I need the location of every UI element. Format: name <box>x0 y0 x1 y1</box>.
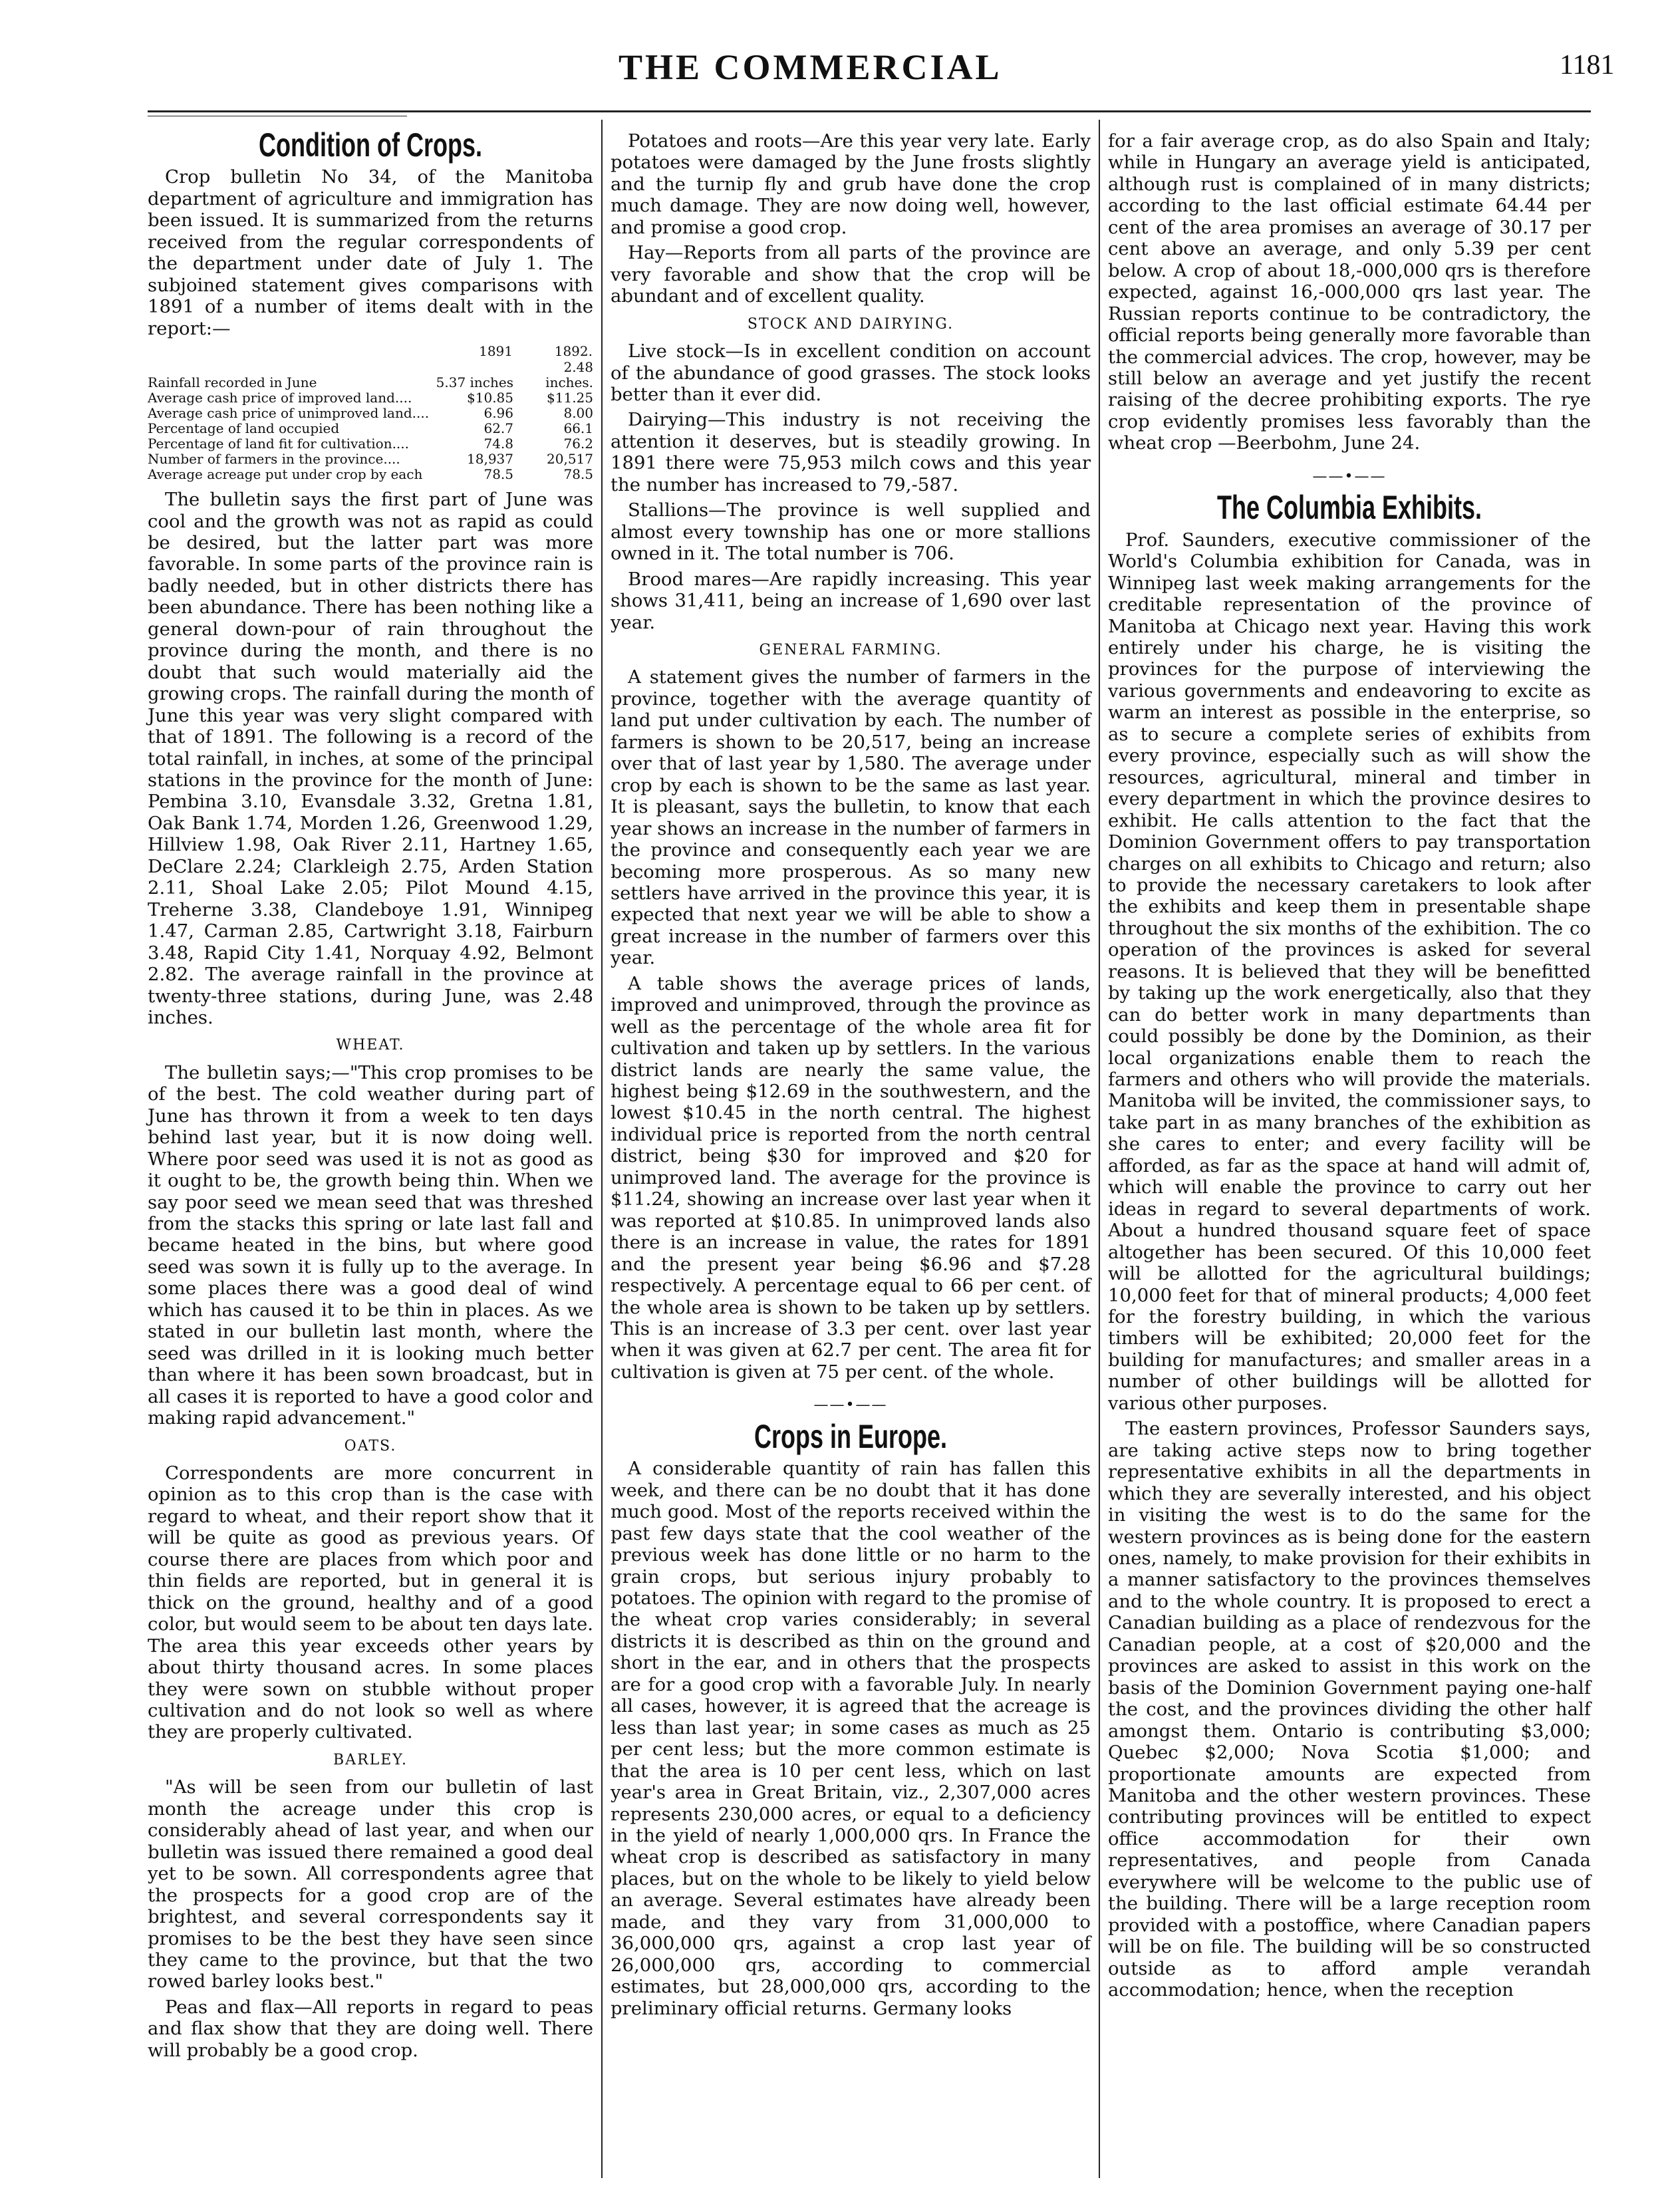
row-label: Percentage of land occupied <box>148 420 340 437</box>
column-1 <box>148 126 593 2065</box>
row-value-1892: 76.2 <box>563 436 593 452</box>
hay-paragraph: Hay—Reports from all parts of the province are very favorable and show that the crop will be abundant and of excellent quality. <box>611 242 1091 307</box>
table-row <box>148 436 593 452</box>
page-number: 1181 <box>1560 50 1615 80</box>
subhead-barley: BARLEY. <box>333 1751 408 1768</box>
live-stock-paragraph: Live stock—Is in excellent condition on account of the abundance of good grasses. The stock looks better than it ever did. <box>611 341 1091 405</box>
table-row <box>148 390 593 406</box>
table-row <box>148 406 593 421</box>
section-divider: ——•—— <box>813 1397 888 1414</box>
brood-mares-paragraph: Brood mares—Are rapidly increasing. This year shows 31,411, being an increase of 1,690 over last year. <box>611 568 1091 633</box>
stats-table <box>148 343 593 482</box>
wheat-paragraph: The bulletin says;—"This crop promises to be of the best. The cold weather during part of June has thrown it from a week to ten days behind last year, but it is now doing well. Where poor seed was used it is not as good as it ought to be, the growth being thin. When we say poor seed we mean seed that was threshed from the stacks this spring or late last fall and became heated in the bins, but where good seed was sown it is fully up to the average. In some places there was a good deal of wind which has caused it to be thin in places. As we stated in our bulletin last month, where the seed was drilled in it is looking much better than where it has been sown broadcast, but in all cases it is reported to have a good color and making rapid advancement." <box>148 1061 593 1429</box>
table-row <box>148 421 593 436</box>
headline-crops-in-europe: Crops in Europe. <box>754 1417 948 1455</box>
row-label: Average cash price of unimproved land.... <box>148 405 430 422</box>
barley-paragraph: "As will be seen from our bulletin of last month the acreage under this crop is considerably ahead of last year, and when our bulletin was issued there remained a good deal yet to be sown. All correspondents agree that the prospects for a good crop are of the brightest, and several correspondents say it promises to be the best they have seen since they came to the province, but that the two rowed barley looks best." <box>148 1776 593 1993</box>
columbia-paragraph-1: Prof. Saunders, executive commissioner of the World's Columbia exhibition for Canada, was in Winnipeg last week making arrangements for the creditable representation of the province of Manitoba at Chicago next year. Having this work entirely under his charge, he is visiting the provinces for the purpose of interviewing the various governments and endeavoring to excite as warm an interest as possible in the enterprise, so as to secure a complete series of exhibits from every province, especially such as will show the resources, agricultural, mineral and timber in every department in which the province desires to exhibit. He calls attention to the fact that the Dominion Government offers to pay transportation charges on all exhibits to Chicago and return; also to provide the necessary caretakers to look after the exhibits and keep them in presentable shape throughout the six months of the exhibition. The co operation of the provinces is asked for several reasons. It is believed that they will be benefitted by taking up the work energetically, also that they can do better work in many departments than could possibly be done by the Dominion, as their local organizations enable them to reach the farmers and others who will provide the materials. Manitoba will be invited, the commissioner says, to take part in as many branches of the exhibition as she cares to enter; and every facility will be afforded, as far as the space at hand will admit of, which will enable the province to carry out her ideas in regard to several departments of work. About a hundred thousand square feet of space altogether has been secured. Of this 10,000 feet will be allotted for the agricultural buildings; 10,000 feet for that of mineral products; 4,000 feet for the forestry building, in which the various timbers will be exhibited; 20,000 feet for the building for manufactures; and smaller areas in a number of other buildings will be allotted for various other purposes. <box>1108 529 1591 1414</box>
table-row <box>148 360 593 390</box>
row-label: Number of farmers in the province.... <box>148 451 400 468</box>
row-value-1892: 2.48 inches. <box>545 359 593 391</box>
intro-paragraph: Crop bulletin No 34, of the Manitoba department of agriculture and immigration has been issued. It is summarized from the returns received from the regular correspondents of the department under date of July 1. The subjoined statement gives comparisons with 1891 of a number of items dealt with in the report:— <box>148 166 593 339</box>
dairying-paragraph: Dairying—This industry is not receiving the attention it deserves, but is steadily growing. In 1891 there were 75,953 milch cows and this year the number has increased to 79,-587. <box>611 409 1091 495</box>
row-value-1891: 6.96 <box>483 405 513 422</box>
potatoes-paragraph: Potatoes and roots—Are this year very late. Early potatoes were damaged by the June frosts slightly and the turnip fly and grub have done the crop much damage. They are now doing well, however, and promise a good crop. <box>611 130 1091 238</box>
columbia-paragraph-2: The eastern provinces, Professor Saunders says, are taking active steps now to bring together representative exhibits in all the departments in which they are severally interested, and his object in visiting the west is to do the same for the western provinces as is being done for the eastern ones, namely, to make provision for their exhibits in a manner satisfactory to the provinces themselves and to the whole country. It is proposed to erect a Canadian building as a place of rendezvous for the Canadian people, at a cost of $20,000 and the provinces are asked to assist in this work on the basis of the Dominion Government paying one-half the cost, and the provinces dividing the other half amongst them. Ontario is contributing $3,000; Quebec $2,000; Nova Scotia $1,000; and proportionate amounts are expected from Manitoba and the other western provinces. These contributing provinces will be entitled to expect office accommodation for their own representatives, and people from Canada everywhere will be welcome to the public use of the building. There will be a large reception room provided with a postoffice, where Canadian papers will be on file. The building will be so constructed outside as to afford ample verandah accommodation; hence, when the reception <box>1108 1418 1591 2001</box>
stats-header-1892: 1892. <box>554 343 593 360</box>
column-3 <box>1108 130 1591 2005</box>
row-value-1891: 5.37 inches <box>436 374 513 391</box>
stats-header-1891: 1891 <box>479 343 513 360</box>
stallions-paragraph: Stallions—The province is well supplied and almost every township has one or more stallions owned in it. The total number is 706. <box>611 499 1091 565</box>
peas-paragraph: Peas and flax—All reports in regard to peas and flax show that they are doing well. There will probably be a good crop. <box>148 1996 593 2061</box>
headline-condition-of-crops: Condition of Crops. <box>259 126 482 164</box>
row-value-1892: 78.5 <box>563 466 593 483</box>
row-value-1891: 74.8 <box>483 436 513 452</box>
subhead-general-farming: GENERAL FARMING. <box>759 641 942 658</box>
column-2 <box>611 130 1091 2023</box>
row-value-1891: 18,937 <box>467 451 513 468</box>
row-value-1892: $11.25 <box>547 390 593 406</box>
row-label: Average cash price of improved land.... <box>148 390 412 406</box>
row-label: Rainfall recorded in June <box>148 374 317 391</box>
farming-paragraph-1: A statement gives the number of farmers in the province, together with the average quantity of land put under cultivation by each. The number of farmers is shown to be 20,517, being an increase over that of last year by 1,580. The average under crop by each is shown to be the same as last year. It is pleasant, says the bulletin, to know that each year shows an increase in the number of farmers in the province and consequently each year we are becoming more prosperous. As so many new settlers have arrived in the province this year, it is expected that next year we will be able to show a great increase in the number of farmers over this year. <box>611 666 1091 969</box>
subhead-stock: STOCK AND DAIRYING. <box>747 315 954 333</box>
row-value-1892: 66.1 <box>563 420 593 437</box>
section-divider: ——•—— <box>1312 468 1387 485</box>
row-value-1892: 8.00 <box>563 405 593 422</box>
column-rule-2 <box>1099 120 1100 2178</box>
row-value-1891: 78.5 <box>483 466 513 483</box>
subhead-oats: OATS. <box>344 1437 397 1454</box>
row-value-1891: 62.7 <box>483 420 513 437</box>
masthead-title: THE COMMERCIAL <box>619 47 1002 87</box>
subhead-wheat: WHEAT. <box>336 1037 405 1054</box>
header-rule-left <box>148 110 407 112</box>
masthead <box>0 47 1656 93</box>
table-row <box>148 452 593 467</box>
row-value-1892: 20,517 <box>547 451 593 468</box>
row-label: Average acreage put under crop by each <box>148 466 423 483</box>
row-label: Percentage of land fit for cultivation.... <box>148 436 410 452</box>
farming-paragraph-2: A table shows the average prices of lands, improved and unimproved, through the province as well as the percentage of the whole area fit for cultivation and taken up by settlers. In the various district lands are nearly the same value, the highest being $12.69 in the southwestern, and the lowest $10.45 in the north central. The highest individual price is reported from the north central district, being $30 for improved and $20 for unimproved land. The average for the province is $11.24, showing an increase over last year when it was reported at $10.85. In unimproved lands also there is an increase in value, the rates for 1891 and the present year being $6.96 and $7.28 respectively. A percentage equal to 66 per cent. of the whole area is shown to be taken up by settlers. This is an increase of 3.3 per cent. over last year when it was given at 62.7 per cent. The area fit for cultivation is given at 75 per cent. of the whole. <box>611 972 1091 1383</box>
table-row <box>148 467 593 482</box>
europe-continued-paragraph: for a fair average crop, as do also Spain and Italy; while in Hungary an average yield is anticipated, although rust is complained of in many districts; according to the last official estimate 64.44 per cent of the area promises an average of 30.17 per cent above an average, and only 5.39 per cent below. A crop of about 18,-000,000 qrs is therefore expected, against 16,-000,000 qrs last year. The Russian reports continue to be contradictory, the official reports being generally more favorable than the commercial advices. The crop, however, may be still below an average and yet justify the recent raising of the decree prohibiting exports. The rye crop evidently promises less favorably than the wheat crop —Beerbohm, June 24. <box>1108 130 1591 454</box>
europe-paragraph: A considerable quantity of rain has fallen this week, and there can be no doubt that it has done much good. Most of the reports received within the past few days state that the cool weather of the previous week has done little or no harm to the grain crops, but serious injury probably to potatoes. The opinion with regard to the promise of the wheat crop varies considerably; in several districts it is described as thin on the ground and short in the ear, and in others that the prospects are for a good crop with a favorable July. In nearly all cases, however, it is agreed that the acreage is less than last year; in some cases as much as 25 per cent less; but the more common estimate is that the area is 10 per cent less, which on last year's area in Great Britain, viz., 2,307,000 acres represents 230,000 acres, or equal to a deficiency in the yield of nearly 1,000,000 qrs. In France the wheat crop is described as satisfactory in many places, but on the whole to be likely to yield below an average. Several estimates have already been made, and they vary from 31,000,000 to 36,000,000 qrs, against a crop last year of 26,000,000 qrs, according to commercial estimates, but 28,000,000 qrs, according to the preliminary official returns. Germany looks <box>611 1458 1091 2019</box>
oats-paragraph: Correspondents are more concurrent in opinion as to this crop than is the case with regard to wheat, and their report show that it will be quite as good as previous years. Of course there are places from which poor and thin fields are reported, but in general it is thick on the ground, healthy and of a good color, but would seem to be about ten days late. The area this year exceeds other years by about thirty thousand acres. In some places they were sown on stubble without proper cultivation and do not look so well as where they are properly cultivated. <box>148 1462 593 1743</box>
row-value-1891: $10.85 <box>467 390 513 406</box>
headline-columbia-exhibits: The Columbia Exhibits. <box>1216 489 1482 527</box>
header-rule-right <box>407 110 1591 112</box>
column-rule-1 <box>601 120 603 2178</box>
stats-header-row <box>148 343 593 360</box>
rainfall-paragraph: The bulletin says the first part of June was cool and the growth was not as rapid as could be desired, but the latter part was more favorable. In some parts of the province rain is badly needed, but in other districts there has been abundance. There has been nothing like a general down-pour of rain throughout the province during the month, and there is no doubt that such would materially aid the growing crops. The rainfall during the month of June this year was very slight compared with that of 1891. The following is a record of the total rainfall, in inches, at some of the principal stations in the province for the month of June: Pembina 3.10, Evansdale 3.32, Gretna 1.81, Oak Bank 1.74, Morden 1.26, Greenwood 1.29, Hillview 1.98, Oak River 2.11, Hartney 1.65, DeClare 2.24; Clarkleigh 2.75, Arden Station 2.11, Shoal Lake 2.05; Pilot Mound 4.15, Treherne 3.38, Clandeboye 1.91, Winnipeg 1.47, Carman 2.85, Cartwright 3.18, Fairburn 3.48, Rapid City 1.41, Norquay 4.92, Belmont 2.82. The average rainfall in the province at twenty-three stations, during June, was 2.48 inches. <box>148 489 593 1028</box>
